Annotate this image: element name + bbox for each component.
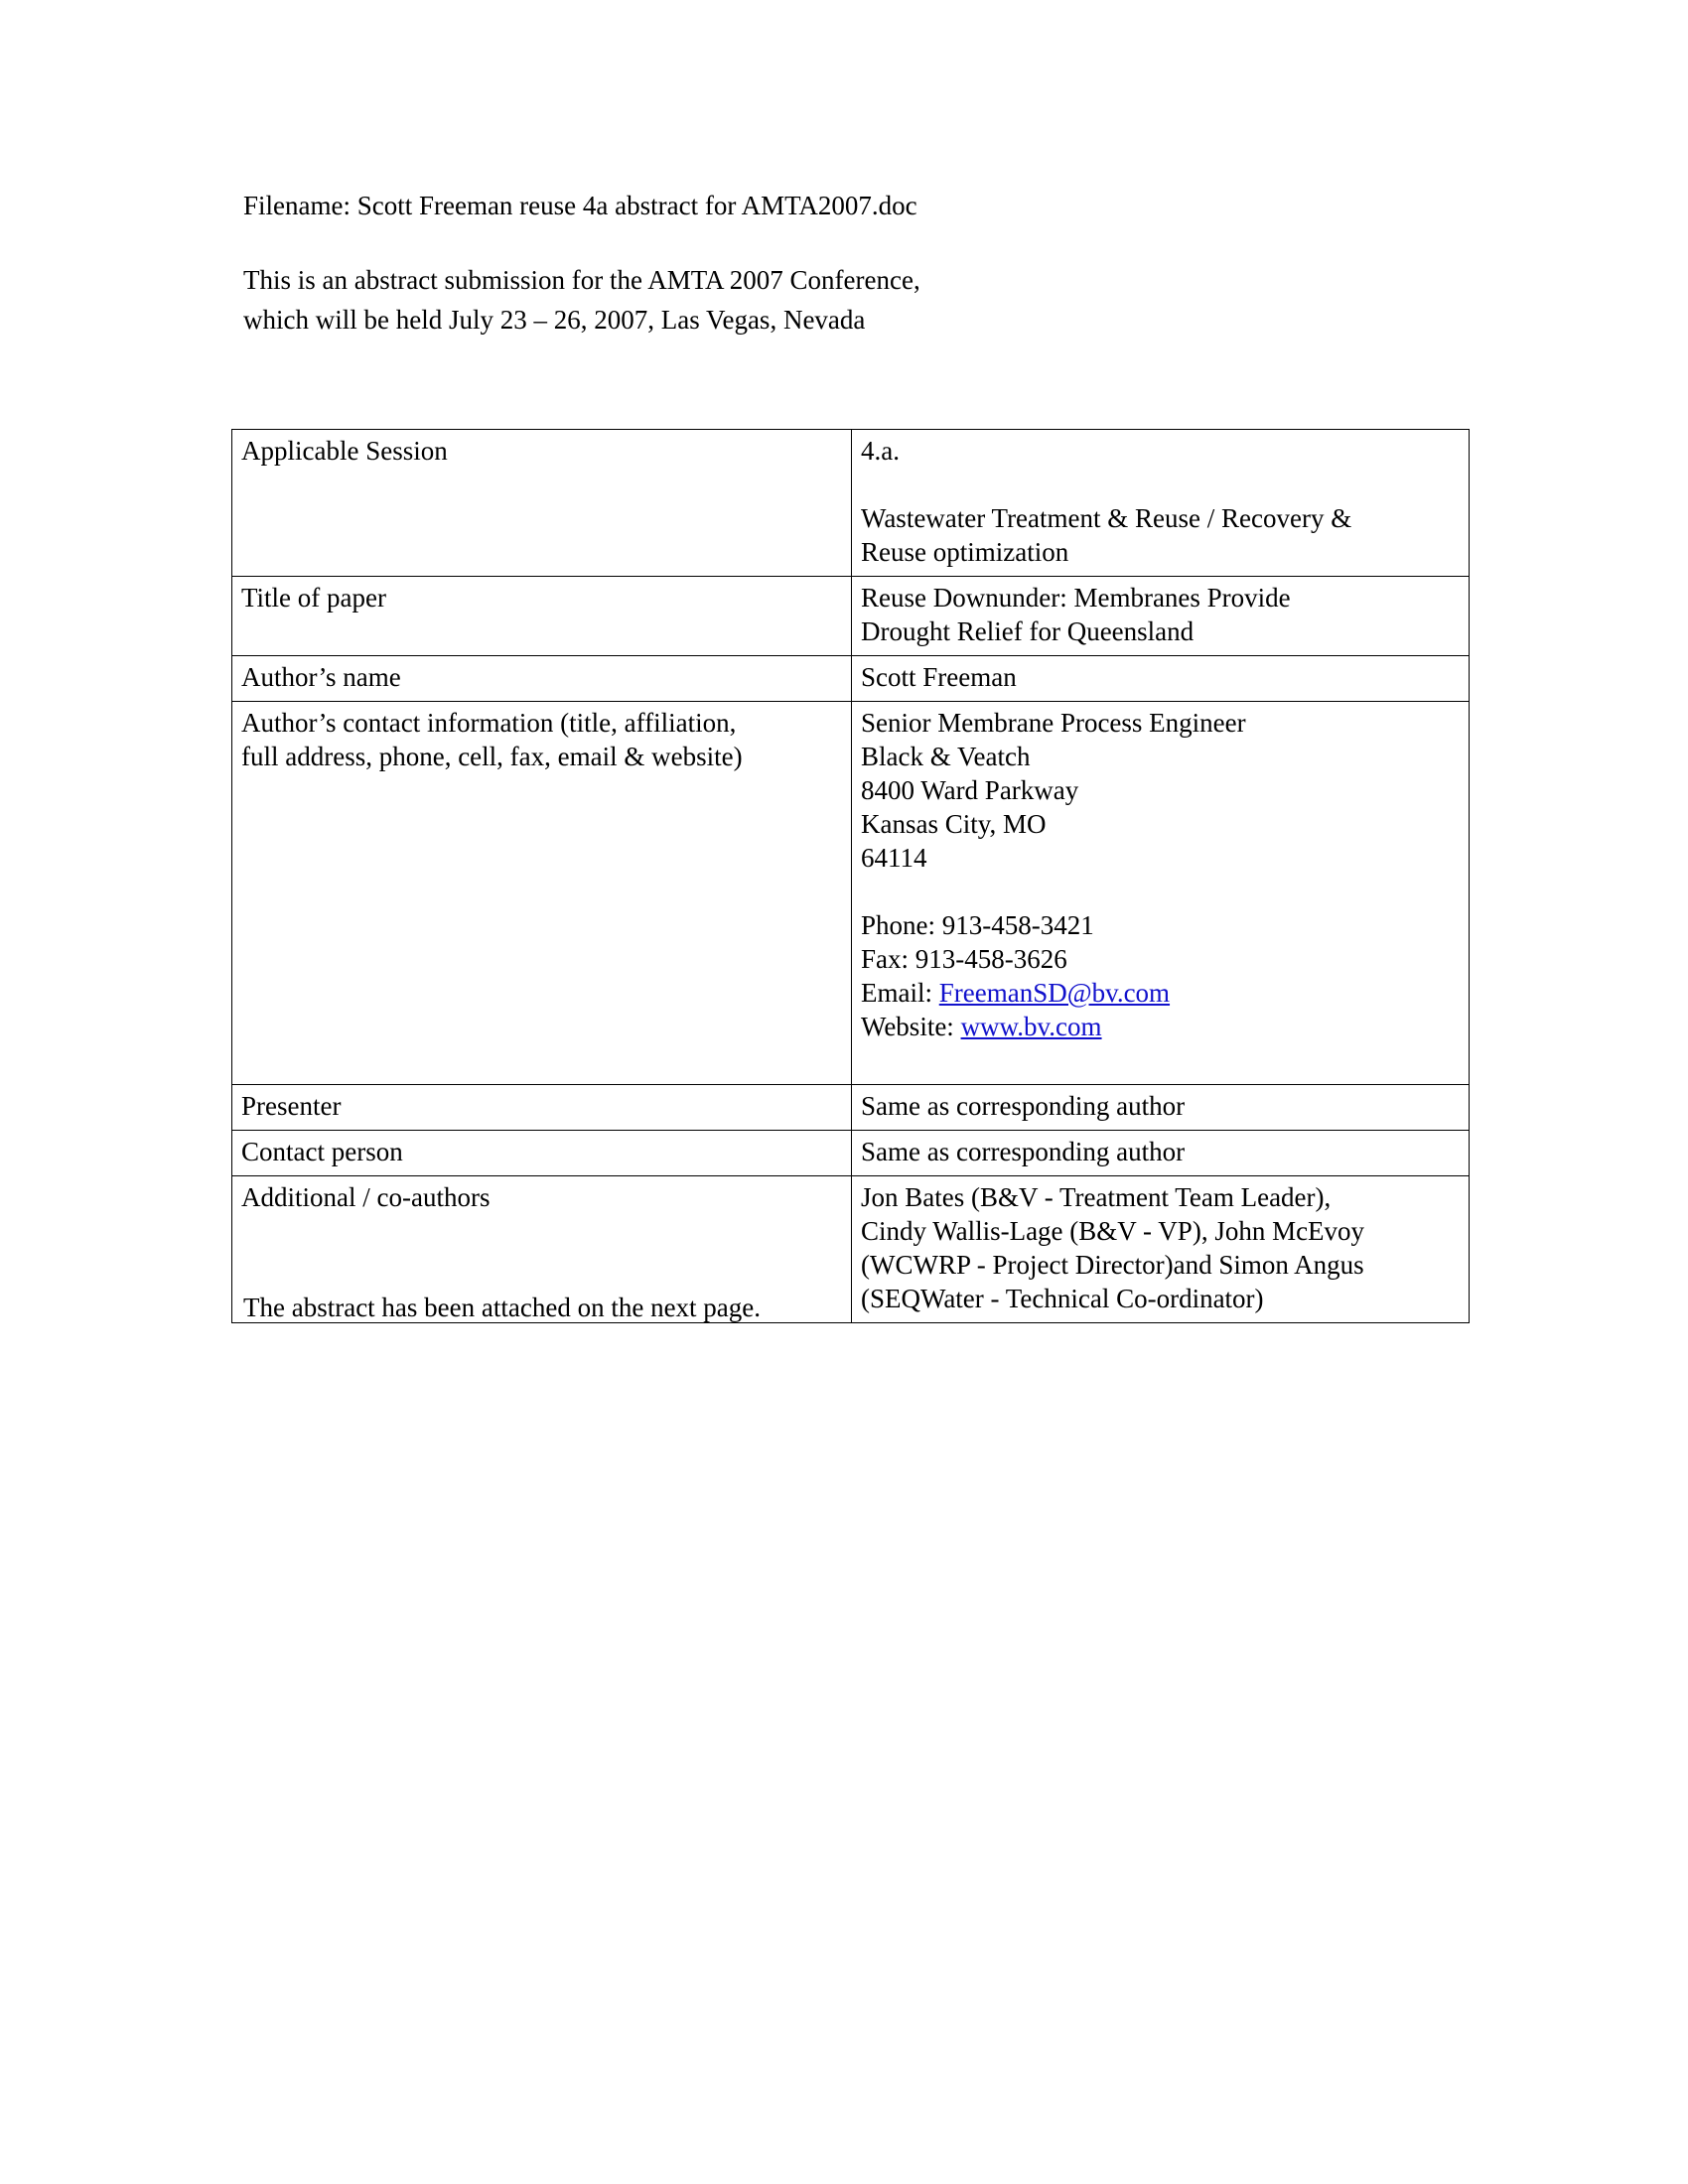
value-line: 8400 Ward Parkway [861,775,1079,805]
value-line: 4.a. [861,436,900,466]
row-value-presenter [852,1085,1470,1131]
row-label-presenter [232,1085,852,1131]
row-label-contact-person [232,1131,852,1176]
value-line: 64114 [861,843,927,873]
table-row [232,656,1470,702]
value-line: Wastewater Treatment & Reuse / Recovery & [861,503,1352,533]
row-label-contact-information [232,702,852,1085]
label-text: Presenter [241,1091,342,1121]
value-line: (SEQWater - Technical Co-ordinator) [861,1284,1264,1313]
value-line: Black & Veatch [861,742,1031,771]
spacer-line [861,1043,1460,1077]
row-value-additional-coauthors [852,1176,1470,1323]
value-line: Senior Membrane Process Engineer [861,708,1246,738]
value-line-email [861,976,1460,1010]
label-text: Applicable Session [241,436,448,466]
row-label-title-of-paper [232,577,852,656]
value-line-website [861,1010,1460,1043]
email-link[interactable]: FreemanSD@bv.com [938,978,1171,1008]
website-link[interactable]: www.bv.com [960,1012,1102,1041]
spacer-line [861,875,1460,908]
table-row [232,1131,1470,1176]
table-row [232,702,1470,1085]
value-line: (WCWRP - Project Director)and Simon Angus [861,1250,1364,1280]
filename-line: Filename: Scott Freeman reuse 4a abstract for AMTA2007.doc [243,191,917,220]
table-row [232,577,1470,656]
row-value-contact-information [852,702,1470,1085]
label-text: full address, phone, cell, fax, email & website) [241,742,743,771]
row-value-contact-person [852,1131,1470,1176]
document-header-block [243,189,1445,340]
label-text: Title of paper [241,583,386,613]
value-line-phone: Phone: 913-458-3421 [861,910,1094,940]
value-line: Same as corresponding author [861,1091,1186,1121]
intro-paragraph [243,260,1445,340]
label-text: Contact person [241,1137,403,1166]
intro-line-1: This is an abstract submission for the AMTA 2007 Conference, [243,265,920,295]
table-row [232,1085,1470,1131]
value-line: Jon Bates (B&V - Treatment Team Leader), [861,1182,1332,1212]
row-label-authors-name [232,656,852,702]
label-text: Author’s name [241,662,401,692]
value-line: Kansas City, MO [861,809,1047,839]
value-line: Reuse Downunder: Membranes Provide [861,583,1291,613]
website-label: Website: [861,1012,961,1041]
value-line: Cindy Wallis-Lage (B&V - VP), John McEvoy [861,1216,1365,1246]
spacer-line [861,468,1460,501]
value-line: Scott Freeman [861,662,1017,692]
closing-note: The abstract has been attached on the next page. [243,1293,762,1322]
table-row [232,430,1470,577]
value-line: Reuse optimization [861,537,1069,567]
row-value-title-of-paper [852,577,1470,656]
label-text: Author’s contact information (title, affiliation, [241,708,737,738]
email-label: Email: [861,978,939,1008]
row-value-applicable-session [852,430,1470,577]
intro-line-2: which will be held July 23 – 26, 2007, Las Vegas, Nevada [243,305,866,335]
value-line: Drought Relief for Queensland [861,616,1195,646]
value-line-fax: Fax: 913-458-3626 [861,944,1067,974]
row-label-applicable-session [232,430,852,577]
row-value-authors-name [852,656,1470,702]
label-text: Additional / co-authors [241,1182,491,1212]
submission-form-table [231,429,1470,1323]
value-line: Same as corresponding author [861,1137,1186,1166]
